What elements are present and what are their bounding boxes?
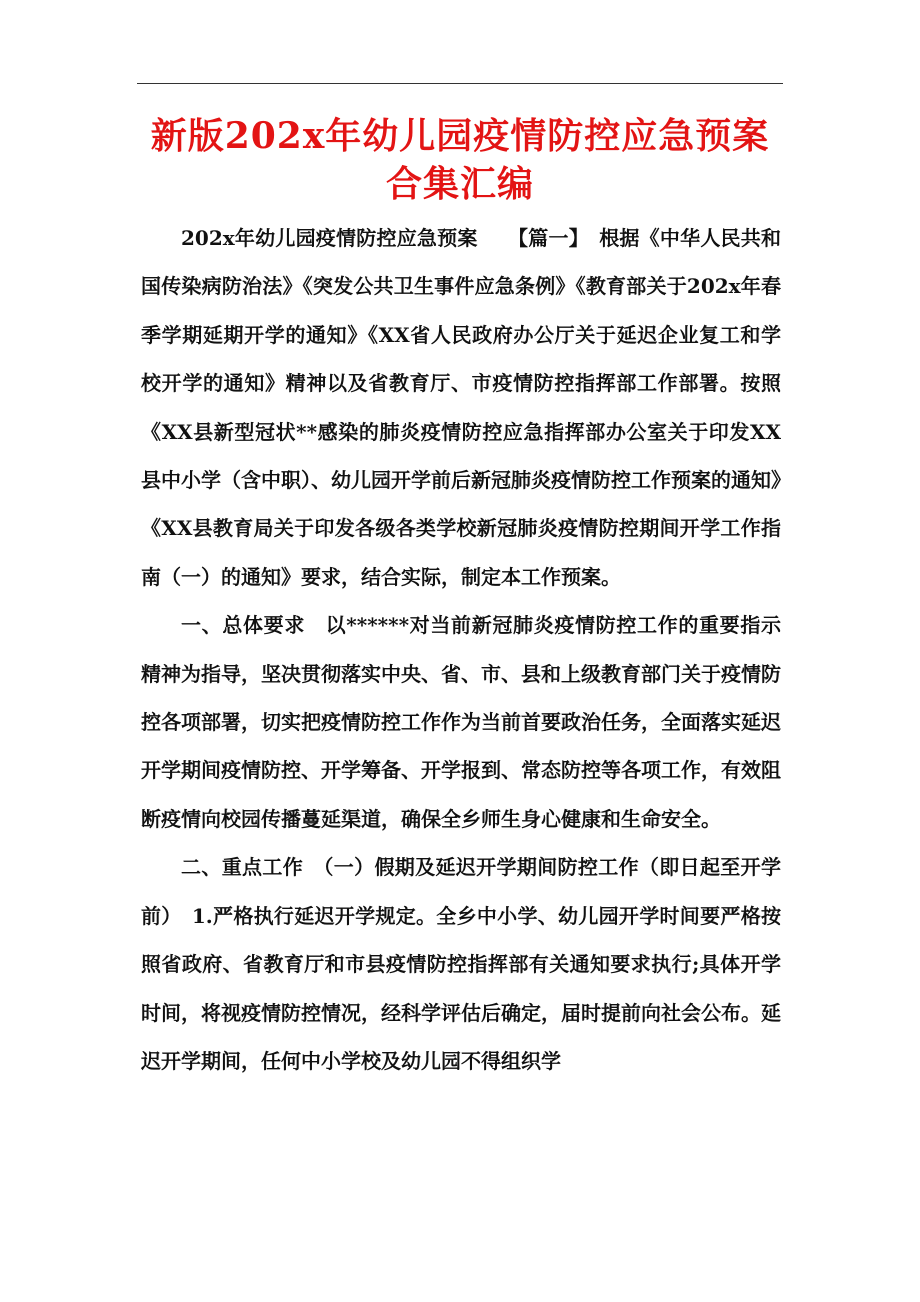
document-title: 新版202x年幼儿园疫情防控应急预案合集汇编 [150, 115, 770, 205]
header-rule [137, 83, 783, 84]
paragraph-general-requirements: 一、总体要求 以******对当前新冠肺炎疫情防控工作的重要指示精神为指导，坚决贯彻落实中央、省、市、县和上级教育部门关于疫情防控各项部署，切实把疫情防控工作作为当前首要政治任务，全面落实延迟开学期间疫情防控、开学筹备、开学报到、常态防控等各项工作，有效阻断疫情向校园传播蔓延渠道，确保全乡师生身心健康和生命安全。 [141, 613, 781, 831]
paragraph-intro: 202x年幼儿园疫情防控应急预案 【篇一】 根据《中华人民共和国传染病防治法》《突发公共卫生事件应急条例》《教育部关于202x年春季学期延期开学的通知》《XX省人民政府办公厅关于延迟企业复工和学校开学的通知》精神以及省教育厅、市疫情防控指挥部工作部署。按照《XX县新型冠状**感染的肺炎疫情防控应急指挥部办公室关于印发XX县中小学（含中职）、幼儿园开学前后新冠肺炎疫情防控工作预案的通知》《XX县教育局关于印发各级各类学校新冠肺炎疫情防控期间开学工作指南（一）的通知》要求，结合实际，制定本工作预案。 [141, 226, 781, 589]
paragraph-key-work: 二、重点工作 （一）假期及延迟开学期间防控工作（即日起至开学前） 1.严格执行延迟开学规定。全乡中小学、幼儿园开学时间要严格按照省政府、省教育厅和市县疫情防控指挥部有关通知要求执行;具体开学时间，将视疫情防控情况，经科学评估后确定，届时提前向社会公布。延迟开学期间，任何中小学校及幼儿园不得组织学 [141, 855, 781, 1073]
document-body [141, 214, 781, 1085]
